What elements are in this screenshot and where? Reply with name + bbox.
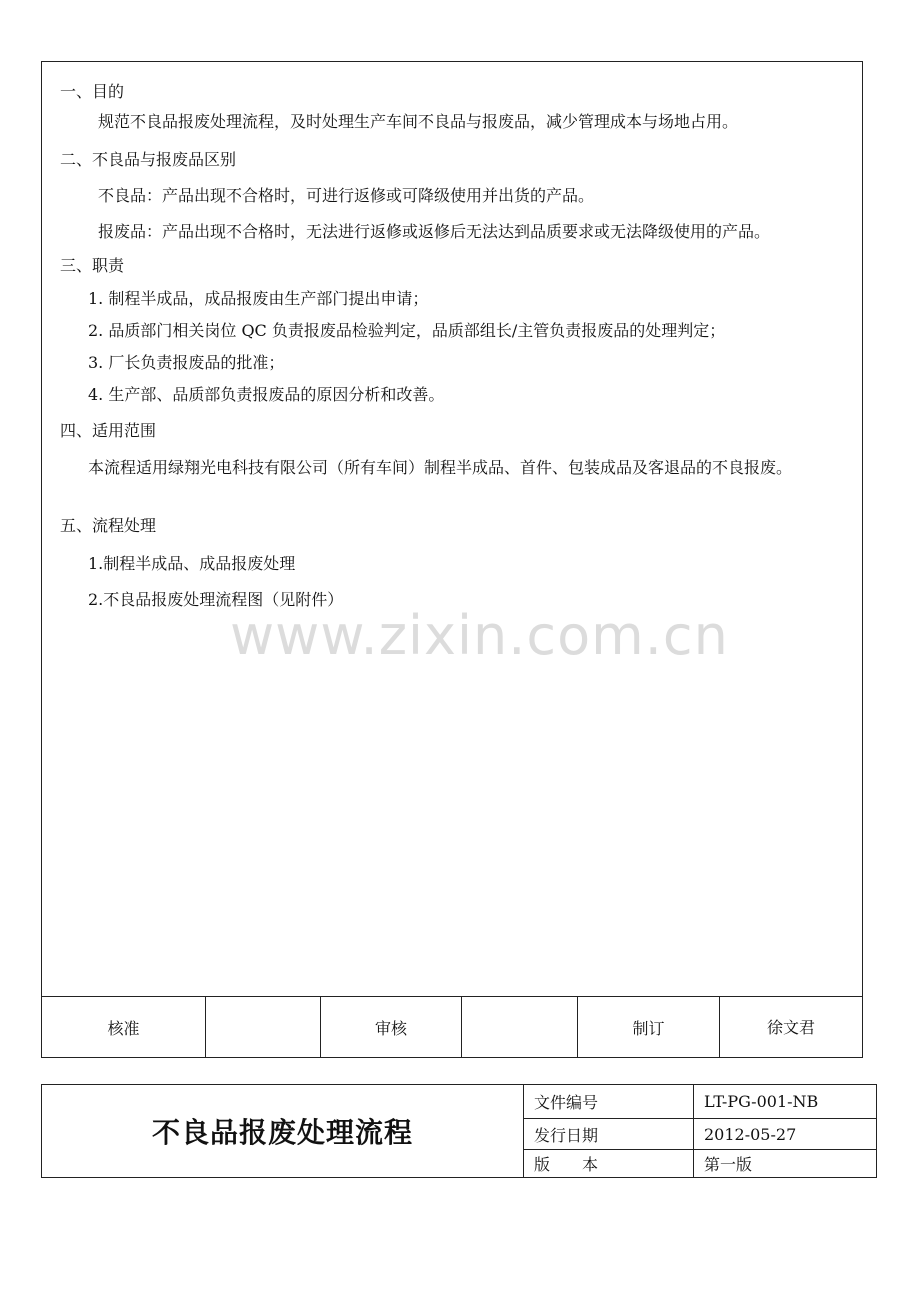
draft-value: 徐文君 xyxy=(766,1018,815,1037)
version-row xyxy=(524,1150,876,1177)
doc-number-row xyxy=(524,1085,876,1119)
review-label: 审核 xyxy=(321,997,462,1058)
version-value: 第一版 xyxy=(704,1155,753,1174)
section-3-item: 3. 厂长负责报废品的批准； xyxy=(88,353,285,372)
approve-value xyxy=(206,997,321,1058)
issue-date-value: 2012-05-27 xyxy=(704,1124,797,1144)
section-1-heading: 一、目的 xyxy=(60,82,125,101)
section-3-item: 4. 生产部、品质部负责报废品的原因分析和改善。 xyxy=(88,385,445,404)
doc-number-label: 文件编号 xyxy=(524,1085,694,1118)
issue-date-row xyxy=(524,1119,876,1150)
draft-label: 制订 xyxy=(578,997,720,1058)
watermark: www.zixin.com.cn xyxy=(230,604,729,667)
section-4-heading: 四、适用范围 xyxy=(60,421,157,440)
section-4-text: 本流程适用绿翔光电科技有限公司（所有车间）制程半成品、首件、包装成品及客退品的不良报废。 xyxy=(88,458,793,477)
review-value xyxy=(462,997,578,1058)
section-5-heading: 五、流程处理 xyxy=(60,516,157,535)
section-3-heading: 三、职责 xyxy=(60,256,125,275)
approve-label: 核准 xyxy=(42,997,206,1058)
document-title: 不良品报废处理流程 xyxy=(42,1085,524,1177)
version-label: 版 本 xyxy=(524,1150,694,1177)
issue-date-label: 发行日期 xyxy=(524,1119,694,1149)
section-3-item: 1. 制程半成品，成品报废由生产部门提出申请； xyxy=(88,289,429,308)
section-3-item: 2. 品质部门相关岗位 QC 负责报废品检验判定，品质部组长/主管负责报废品的处理判定； xyxy=(88,321,726,340)
doc-number-value: LT-PG-001-NB xyxy=(704,1092,819,1111)
document-body xyxy=(41,61,863,1058)
signature-row xyxy=(42,996,862,1058)
section-5-item: 2.不良品报废处理流程图（见附件） xyxy=(88,590,344,609)
section-2-heading: 二、不良品与报废品区别 xyxy=(60,150,237,169)
section-1-text: 规范不良品报废处理流程，及时处理生产车间不良品与报废品，减少管理成本与场地占用。 xyxy=(98,112,739,131)
section-2-line-2: 报废品：产品出现不合格时，无法进行返修或返修后无法达到品质要求或无法降级使用的产品。 xyxy=(98,222,771,241)
section-2-line-1: 不良品：产品出现不合格时，可进行返修或可降级使用并出货的产品。 xyxy=(98,186,595,205)
section-5-item: 1.制程半成品、成品报废处理 xyxy=(88,554,296,573)
document-footer xyxy=(41,1084,877,1178)
